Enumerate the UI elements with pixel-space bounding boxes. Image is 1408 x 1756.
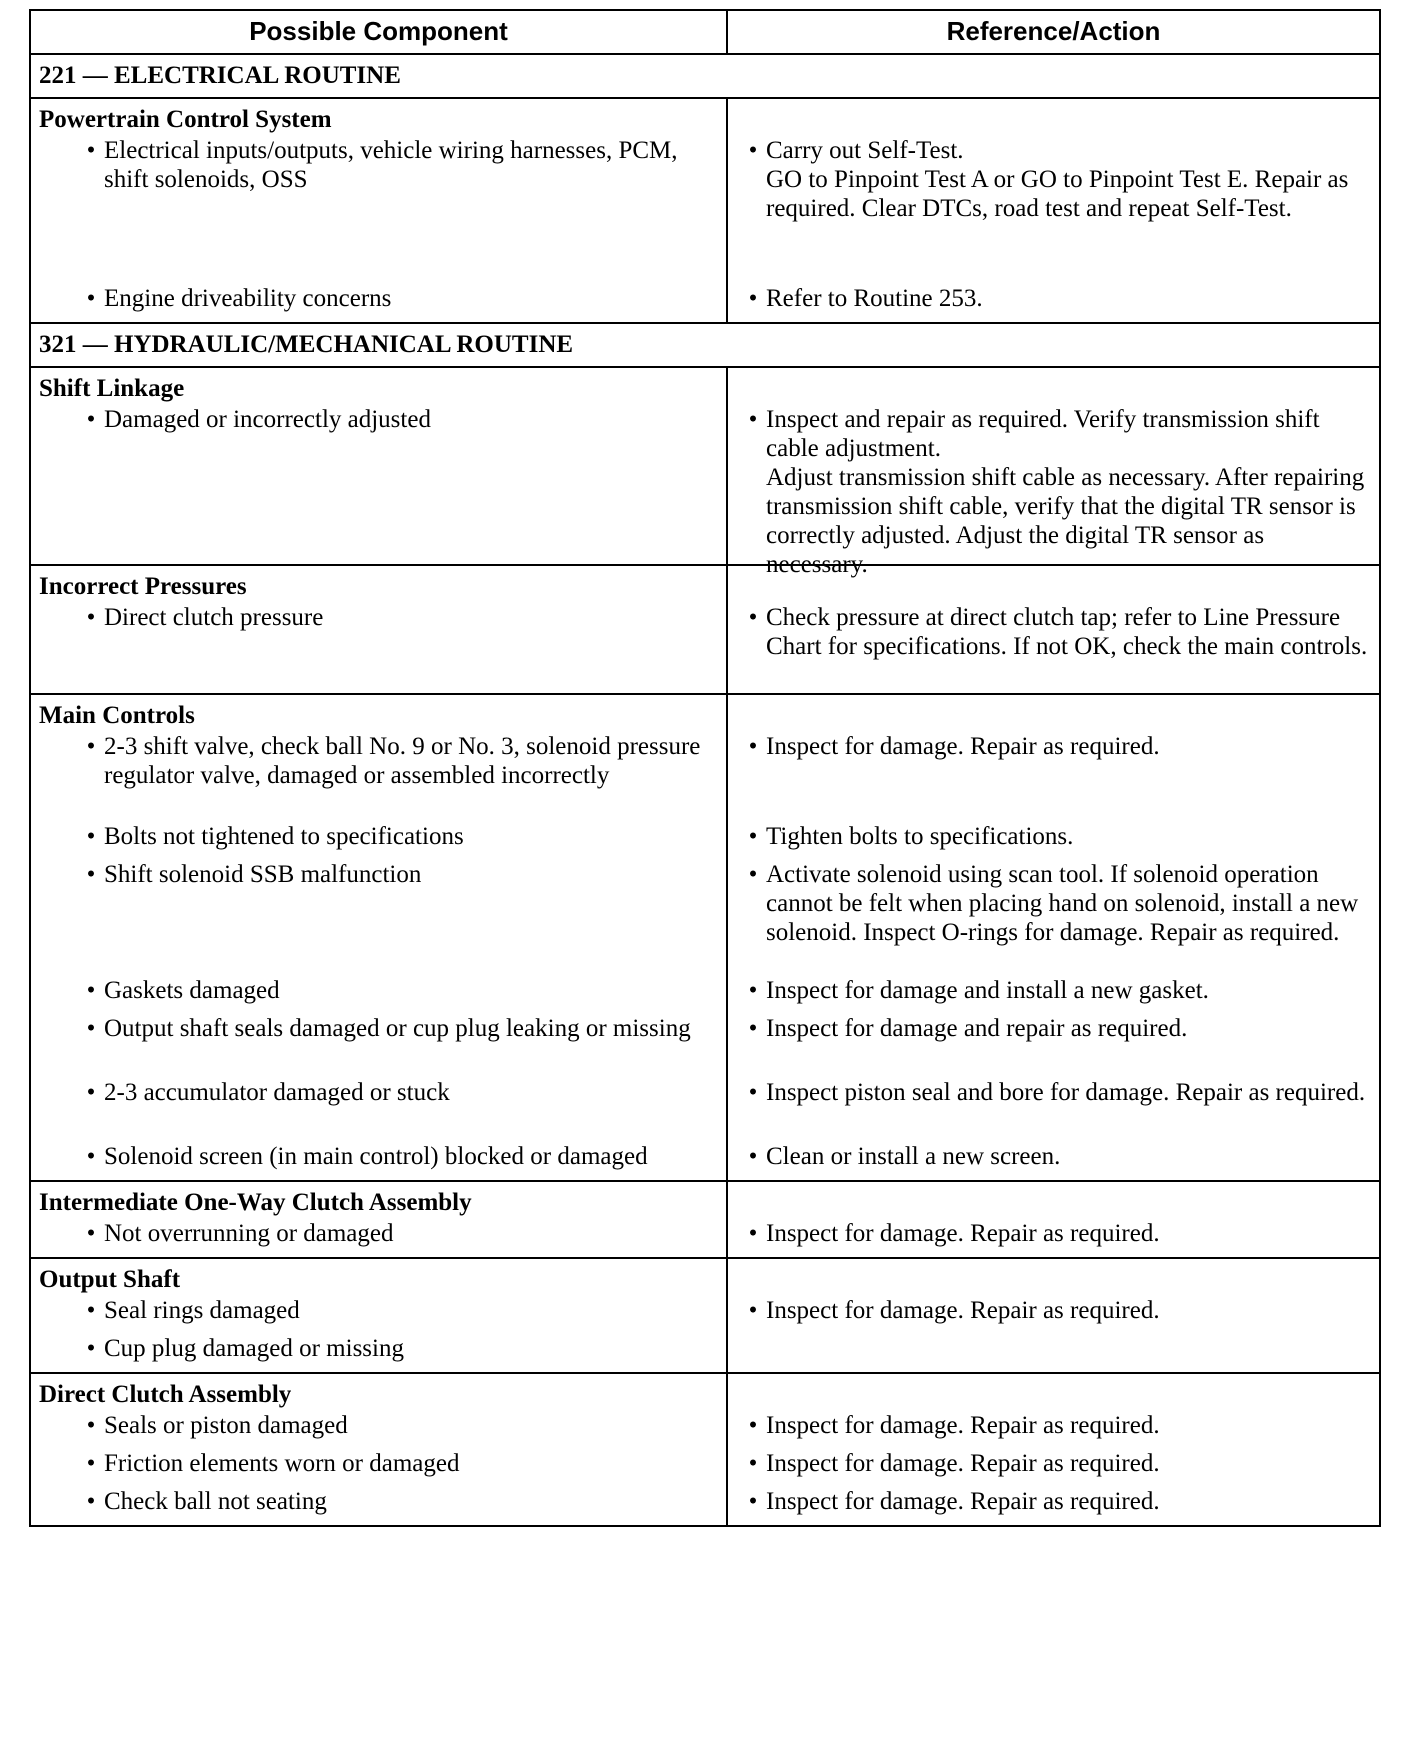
bullet: • [748, 977, 758, 1004]
section-block [30, 1181, 1380, 1258]
table-body [30, 54, 1380, 1526]
bullet: • [748, 823, 758, 850]
action-cell [727, 98, 1380, 323]
bullet: • [748, 1297, 758, 1324]
component-item-text: Electrical inputs/outputs, vehicle wiring harnesses, PCM, shift solenoids, OSS [104, 137, 678, 193]
bullet: • [86, 977, 96, 1004]
column-header-reference-action: Reference/Action [727, 10, 1380, 54]
component-item [31, 1411, 726, 1440]
component-item-text: Shift solenoid SSB malfunction [104, 861, 422, 888]
bullet: • [748, 1450, 758, 1477]
action-item-text: Inspect for damage. Repair as required. [766, 1297, 1160, 1324]
routine-row [30, 54, 1380, 98]
component-item [31, 822, 726, 851]
bullet: • [748, 1143, 758, 1170]
component-cell [30, 367, 727, 565]
action-item [728, 822, 1379, 851]
column-header-possible-component: Possible Component [30, 10, 727, 54]
bullet: • [748, 604, 758, 631]
bullet: • [86, 604, 96, 631]
component-item-text: Output shaft seals damaged or cup plug leaking or missing [104, 1015, 691, 1042]
component-item-text: Seal rings damaged [104, 1297, 300, 1324]
action-item-text: Activate solenoid using scan tool. If solenoid operation cannot be felt when placing hand on solenoid, install a new solenoid. Inspect O-rings for damage. Repair as required. [766, 861, 1359, 946]
action-item-text: Check pressure at direct clutch tap; refer to Line Pressure Chart for specifications. If not OK, check the main controls. [766, 604, 1368, 660]
action-item-text: Inspect for damage. Repair as required. [766, 1450, 1160, 1477]
bullet: • [86, 1450, 96, 1477]
action-item-text: GO to Pinpoint Test A or GO to Pinpoint Test E. Repair as required. Clear DTCs, road test and repeat Self-Test. [766, 166, 1349, 222]
section-block [30, 98, 1380, 323]
section-title: Powertrain Control System [39, 106, 332, 133]
section-title-spacer [728, 99, 1379, 136]
bullet: • [748, 1079, 758, 1106]
bullet: • [748, 861, 758, 888]
bullet: • [748, 1220, 758, 1247]
component-cell [30, 1181, 727, 1258]
section-title-spacer [728, 1182, 1379, 1219]
component-item [31, 732, 726, 790]
action-cell [727, 1181, 1380, 1258]
bullet: • [748, 733, 758, 760]
action-item [728, 165, 1379, 223]
bullet: • [748, 137, 758, 164]
bullet: • [86, 1079, 96, 1106]
bullet: • [86, 1015, 96, 1042]
component-item [31, 1219, 726, 1248]
action-item [728, 1296, 1379, 1325]
routine-title: 221 — ELECTRICAL ROUTINE [30, 54, 1380, 98]
action-item-text: Inspect piston seal and bore for damage. Repair as required. [766, 1079, 1366, 1106]
bullet: • [748, 1488, 758, 1515]
bullet: • [86, 406, 96, 433]
action-item [728, 1078, 1379, 1107]
action-cell [727, 565, 1380, 694]
component-item-text: Cup plug damaged or missing [104, 1335, 404, 1362]
action-item [728, 1411, 1379, 1440]
component-item-text: Not overrunning or damaged [104, 1220, 394, 1247]
section-title-spacer [728, 1259, 1379, 1296]
action-item-text: Inspect for damage and install a new gasket. [766, 977, 1209, 1004]
bullet: • [86, 1488, 96, 1515]
action-item [728, 1219, 1379, 1248]
component-item [31, 1014, 726, 1043]
component-item-text: 2-3 accumulator damaged or stuck [104, 1079, 450, 1106]
action-item [728, 603, 1379, 661]
action-item-text: Inspect and repair as required. Verify transmission shift cable adjustment. [766, 406, 1320, 462]
bullet: • [748, 1015, 758, 1042]
bullet: • [748, 406, 758, 433]
component-item [31, 860, 726, 889]
section-title-spacer [728, 695, 1379, 732]
action-item [728, 405, 1379, 463]
component-item [31, 603, 726, 632]
action-item [728, 1014, 1379, 1043]
component-item-text: Solenoid screen (in main control) blocked or damaged [104, 1143, 648, 1170]
action-item-text: Inspect for damage. Repair as required. [766, 1220, 1160, 1247]
bullet: • [86, 1412, 96, 1439]
section-title-spacer [728, 368, 1379, 405]
section-block [30, 1258, 1380, 1373]
section-title: Main Controls [39, 702, 195, 729]
action-item [728, 1487, 1379, 1516]
component-item-text: Gaskets damaged [104, 977, 280, 1004]
action-item-text: Inspect for damage. Repair as required. [766, 1488, 1160, 1515]
section-title: Incorrect Pressures [39, 573, 247, 600]
action-cell [727, 367, 1380, 578]
bullet: • [86, 1220, 96, 1247]
component-cell [30, 98, 727, 323]
diagnostic-table-page [29, 9, 1379, 1527]
routine-row [30, 323, 1380, 367]
component-item [31, 1334, 726, 1363]
component-item [31, 405, 726, 434]
bullet: • [748, 285, 758, 312]
component-item-text: Engine driveability concerns [104, 285, 392, 312]
action-item-text: Clean or install a new screen. [766, 1143, 1061, 1170]
action-item [728, 463, 1379, 579]
component-item [31, 1078, 726, 1107]
section-title: Output Shaft [39, 1266, 181, 1293]
action-item [728, 732, 1379, 761]
bullet: • [748, 1412, 758, 1439]
component-item-text: Direct clutch pressure [104, 604, 324, 631]
section-title-spacer [728, 1374, 1379, 1411]
component-item [31, 1142, 726, 1171]
action-item-text: Refer to Routine 253. [766, 285, 983, 312]
component-item-text: Friction elements worn or damaged [104, 1450, 460, 1477]
component-item [31, 1449, 726, 1478]
bullet: • [86, 823, 96, 850]
component-item [31, 1487, 726, 1516]
action-item [728, 1449, 1379, 1478]
component-item-text: 2-3 shift valve, check ball No. 9 or No. 3, solenoid pressure regulator valve, damaged or assembled incorrectly [104, 733, 701, 789]
action-cell [727, 1258, 1380, 1373]
action-item [728, 976, 1379, 1005]
action-item-text: Inspect for damage. Repair as required. [766, 733, 1160, 760]
component-item-text: Seals or piston damaged [104, 1412, 348, 1439]
action-cell [727, 694, 1380, 1181]
routine-title: 321 — HYDRAULIC/MECHANICAL ROUTINE [30, 323, 1380, 367]
component-item-text: Damaged or incorrectly adjusted [104, 406, 431, 433]
action-item-text: Inspect for damage. Repair as required. [766, 1412, 1160, 1439]
section-block [30, 565, 1380, 694]
bullet: • [86, 861, 96, 888]
section-title: Direct Clutch Assembly [39, 1381, 292, 1408]
bullet: • [86, 285, 96, 312]
component-item [31, 976, 726, 1005]
component-cell [30, 565, 727, 694]
component-item-text: Check ball not seating [104, 1488, 327, 1515]
section-block [30, 694, 1380, 1181]
component-cell [30, 1258, 727, 1373]
action-cell [727, 1373, 1380, 1526]
action-item [728, 860, 1379, 947]
section-title: Shift Linkage [39, 375, 185, 402]
section-title: Intermediate One-Way Clutch Assembly [39, 1189, 472, 1216]
action-item-text: Carry out Self-Test. [766, 137, 964, 164]
action-item-text: Tighten bolts to specifications. [766, 823, 1074, 850]
diagnostic-table [29, 9, 1381, 1527]
bullet: • [86, 1297, 96, 1324]
action-item-text: Adjust transmission shift cable as necessary. After repairing transmission shift cable, verify that the digital TR sensor is correctly adjusted. Adjust the digital TR sensor as necessary. [766, 464, 1365, 578]
action-item [728, 284, 1379, 313]
table-header-row [30, 10, 1380, 54]
bullet: • [86, 137, 96, 164]
bullet: • [86, 733, 96, 760]
component-item [31, 284, 726, 313]
action-item [728, 1142, 1379, 1171]
component-cell [30, 694, 727, 1181]
action-item-text: Inspect for damage and repair as required. [766, 1015, 1188, 1042]
component-cell [30, 1373, 727, 1526]
section-block [30, 1373, 1380, 1526]
section-block [30, 367, 1380, 565]
bullet: • [86, 1335, 96, 1362]
action-item [728, 136, 1379, 165]
bullet: • [86, 1143, 96, 1170]
component-item [31, 1296, 726, 1325]
component-item-text: Bolts not tightened to specifications [104, 823, 464, 850]
component-item [31, 136, 726, 194]
